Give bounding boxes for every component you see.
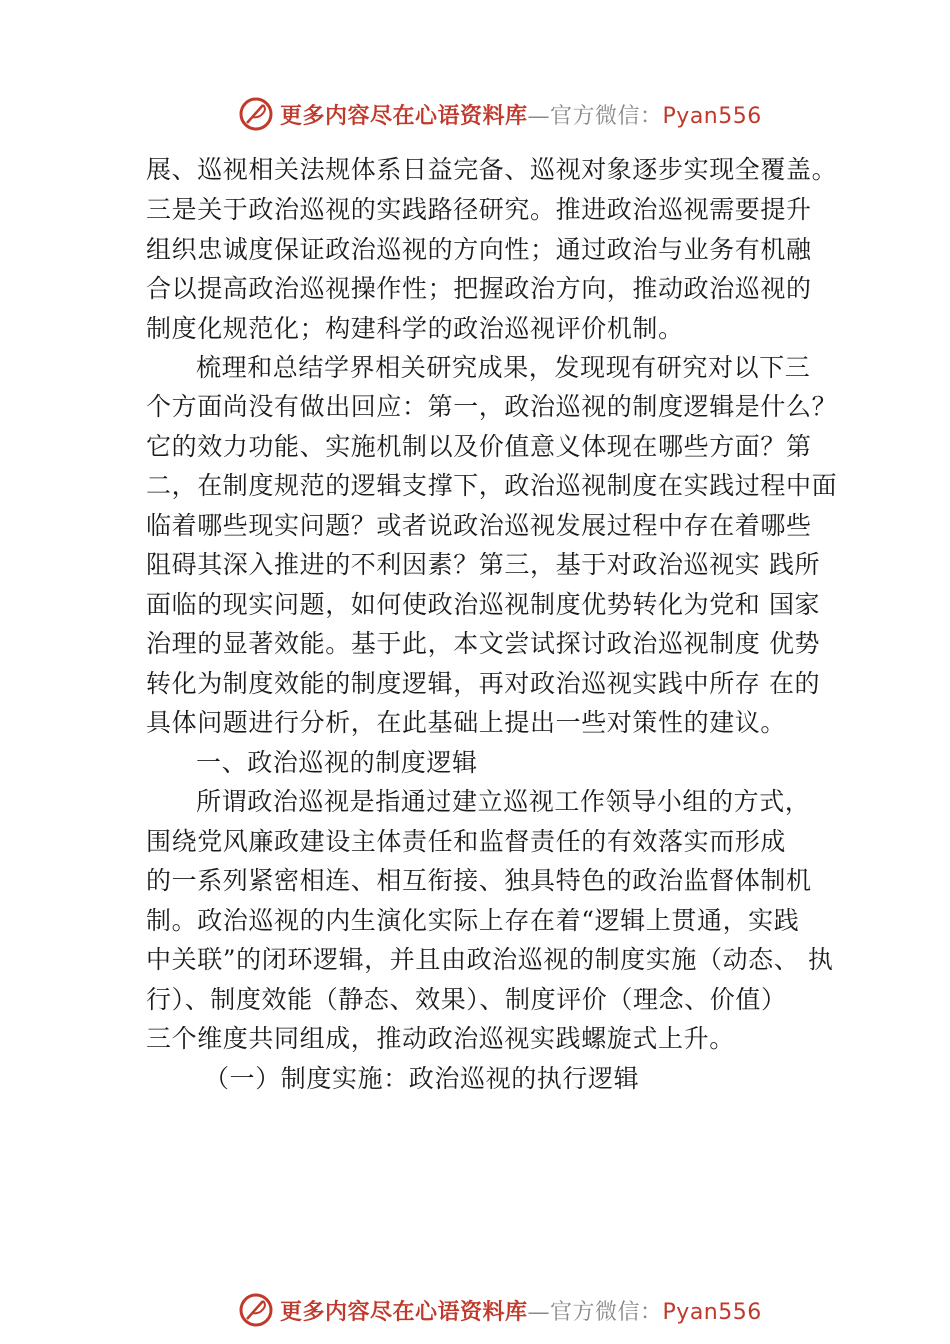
text-line: 制度化规范化；构建科学的政治巡视评价机制。 (146, 314, 684, 343)
watermark-text (280, 1295, 762, 1326)
paragraph-line: 梳理和总结学界相关研究成果，发现现有研究对以下三 (196, 353, 811, 382)
watermark-text (280, 99, 762, 130)
text-line: 二，在制度规范的逻辑支撑下，政治巡视制度在实践过程中面 (146, 471, 838, 500)
quill-logo-icon (238, 1292, 274, 1328)
text-line: 围绕党风廉政建设主体责任和监督责任的有效落实而形成 (146, 827, 787, 856)
text-line: 阻碍其深入推进的不利因素？第三，基于对政治巡视实 践所 (146, 550, 821, 579)
text-line: 三个维度共同组成，推动政治巡视实践螺旋式上升。 (146, 1024, 735, 1053)
watermark-brand: 更多内容尽在心语资料库 (280, 102, 528, 129)
text-line: 的一系列紧密相连、相互衔接、独具特色的政治监督体制机 (146, 866, 812, 895)
watermark-separator: — (527, 1299, 551, 1325)
watermark-account: Pyan556 (662, 103, 762, 129)
header-watermark (238, 94, 762, 134)
subsection-heading: （一）制度实施：政治巡视的执行逻辑 (204, 1064, 640, 1093)
text-line: 行）、制度效能（静态、效果）、制度评价（理念、价值） (146, 985, 787, 1014)
watermark-separator: — (527, 103, 551, 129)
text-line: 展、巡视相关法规体系日益完备、巡视对象逐步实现全覆盖。 (146, 155, 838, 184)
text-line: 治理的显著效能。基于此，本文尝试探讨政治巡视制度 优势 (146, 629, 821, 658)
paragraph-line: 所谓政治巡视是指通过建立巡视工作领导小组的方式， (196, 787, 811, 816)
text-line: 它的效力功能、实施机制以及价值意义体现在哪些方面？第 (146, 432, 812, 461)
text-line: 个方面尚没有做出回应：第一，政治巡视的制度逻辑是什么？ (146, 392, 838, 421)
quill-logo-icon (238, 96, 274, 132)
watermark-brand: 更多内容尽在心语资料库 (280, 1298, 528, 1325)
watermark-channel: 官方微信： (550, 1299, 663, 1325)
text-line: 面临的现实问题，如何使政治巡视制度优势转化为党和 国家 (146, 590, 821, 619)
text-line: 转化为制度效能的制度逻辑，再对政治巡视实践中所存 在的 (146, 669, 821, 698)
watermark-channel: 官方微信： (550, 103, 663, 129)
text-line: 中关联”的闭环逻辑，并且由政治巡视的制度实施（动态、 执 (146, 945, 834, 974)
text-line: 三是关于政治巡视的实践路径研究。推进政治巡视需要提升 (146, 195, 812, 224)
text-line: 合以提高政治巡视操作性；把握政治方向，推动政治巡视的 (146, 274, 812, 303)
section-heading: 一、政治巡视的制度逻辑 (196, 748, 478, 777)
watermark-account: Pyan556 (662, 1299, 762, 1325)
text-line: 具体问题进行分析，在此基础上提出一些对策性的建议。 (146, 708, 787, 737)
text-line: 制。政治巡视的内生演化实际上存在着“逻辑上贯通，实践 (146, 906, 800, 935)
text-line: 临着哪些现实问题？或者说政治巡视发展过程中存在着哪些 (146, 511, 812, 540)
text-line: 组织忠诚度保证政治巡视的方向性；通过政治与业务有机融 (146, 235, 812, 264)
footer-watermark (238, 1290, 762, 1330)
